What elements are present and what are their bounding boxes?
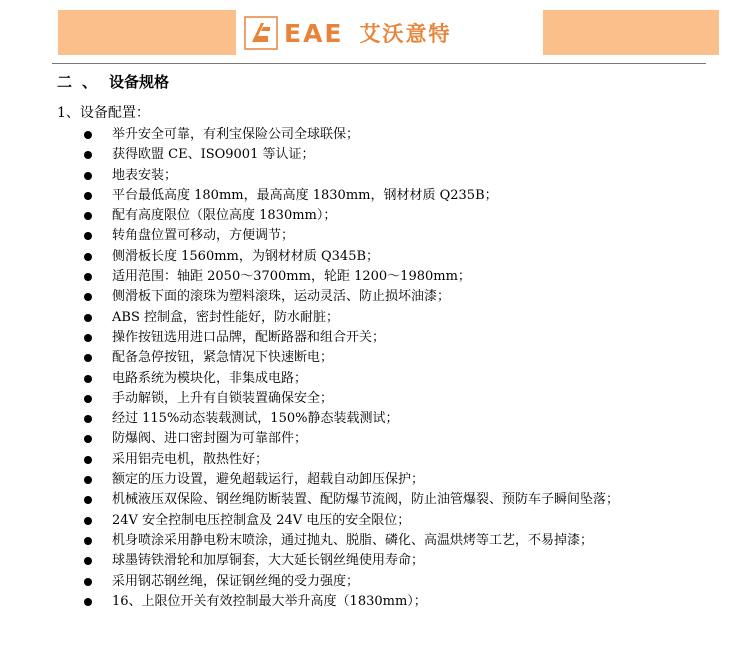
spec-item-text: 采用钢芯钢丝绳，保证钢丝绳的受力强度；	[112, 573, 360, 589]
spec-item-text: 获得欧盟 CE、ISO9001 等认证；	[112, 147, 315, 163]
spec-item-text: 机械液压双保险、钢丝绳防断装置、配防爆节流阀，防止油管爆裂、预防车子瞬间坠落；	[112, 492, 620, 508]
spec-item-text: 举升安全可靠，有利宝保险公司全球联保；	[112, 127, 360, 142]
spec-list-item	[84, 287, 709, 307]
spec-list-item	[84, 328, 709, 348]
bullet-icon	[84, 172, 92, 180]
bullet-icon	[84, 151, 92, 159]
spec-list-item	[84, 247, 709, 267]
brand-logo-group	[244, 14, 452, 52]
spec-list-item	[84, 531, 709, 551]
spec-item-text: 16、上限位开关有效控制最大举升高度（1830mm）；	[112, 593, 427, 609]
spec-list-item	[84, 470, 709, 490]
bullet-icon	[84, 557, 92, 565]
bullet-icon	[84, 537, 92, 545]
spec-list-item	[84, 226, 709, 246]
bullet-icon	[84, 273, 92, 281]
bullet-icon	[84, 314, 92, 322]
header-band-right	[543, 10, 719, 55]
spec-item-text: 球墨铸铁滑轮和加厚铜套，大大延长钢丝绳使用寿命；	[112, 553, 425, 569]
bullet-icon	[84, 232, 92, 240]
spec-item-text: 采用铝壳电机，散热性好；	[112, 451, 269, 467]
brand-name-en: EAE	[284, 18, 344, 48]
bullet-icon	[84, 476, 92, 484]
spec-item-text: 适用范围：轴距 2050～3700mm，轮距 1200～1980mm；	[112, 269, 471, 285]
section-separator: 、	[82, 73, 98, 91]
bullet-icon	[84, 578, 92, 586]
spec-list-item	[84, 511, 709, 531]
spec-item-text: 侧滑板下面的滚珠为塑料滚珠，运动灵活、防止损坏油漆；	[112, 289, 451, 305]
bullet-icon	[84, 435, 92, 443]
spec-item-text: 机身喷涂采用静电粉末喷涂，通过抛丸、脱脂、磷化、高温烘烤等工艺，不易掉漆；	[112, 532, 594, 548]
spec-item-text: 防爆阀、进口密封圈为可靠部件；	[112, 431, 308, 447]
section-title-text: 设备规格	[109, 73, 170, 91]
spec-list-item	[84, 308, 709, 328]
bullet-icon	[84, 253, 92, 261]
spec-list-item	[84, 572, 709, 592]
bullet-icon	[84, 598, 92, 606]
bullet-icon	[84, 212, 92, 220]
spec-item-text: 24V 安全控制电压控制盒及 24V 电压的安全限位；	[112, 512, 411, 528]
spec-item-text: ABS 控制盒，密封性能好，防水耐脏；	[112, 309, 339, 325]
spec-item-text: 地表安装；	[112, 167, 178, 183]
spec-list-item	[84, 429, 709, 449]
bullet-icon	[84, 415, 92, 423]
spec-list-item	[84, 166, 709, 186]
spec-list-item	[84, 389, 709, 409]
eae-logo-icon	[244, 16, 278, 50]
spec-list-item	[84, 409, 709, 429]
spec-item-text: 平台最低高度 180mm，最高高度 1830mm，钢材材质 Q235B；	[112, 187, 498, 203]
spec-item-text: 操作按钮选用进口品牌，配断路器和组合开关；	[112, 329, 386, 345]
header-divider	[52, 63, 706, 64]
spec-list-item	[84, 206, 709, 226]
spec-list-item	[84, 348, 709, 368]
bullet-icon	[84, 375, 92, 383]
spec-item-text: 经过 115%动态装载测试，150%静态装载测试；	[112, 411, 399, 427]
section-number: 二	[57, 73, 73, 91]
spec-item-text: 配有高度限位（限位高度 1830mm）；	[112, 208, 337, 224]
subsection-title: 1、设备配置：	[57, 105, 150, 121]
spec-list-item	[84, 186, 709, 206]
section-title	[57, 71, 169, 92]
spec-item-text: 电路系统为模块化，非集成电路；	[112, 370, 308, 386]
bullet-icon	[84, 395, 92, 403]
spec-list-item	[84, 592, 709, 612]
spec-item-text: 配备急停按钮，紧急情况下快速断电；	[112, 350, 334, 366]
bullet-icon	[84, 334, 92, 342]
bullet-icon	[84, 131, 92, 139]
spec-list	[84, 125, 709, 612]
spec-list-item	[84, 125, 709, 145]
spec-list-item	[84, 145, 709, 165]
spec-list-item	[84, 551, 709, 571]
spec-list-item	[84, 267, 709, 287]
spec-list-item	[84, 490, 709, 510]
brand-name-cn: 艾沃意特	[359, 22, 452, 46]
bullet-icon	[84, 517, 92, 525]
spec-item-text: 侧滑板长度 1560mm，为钢材材质 Q345B；	[112, 248, 380, 264]
spec-item-text: 额定的压力设置，避免超载运行，超载自动卸压保护；	[112, 472, 425, 488]
spec-list-item	[84, 369, 709, 389]
bullet-icon	[84, 354, 92, 362]
spec-list-item	[84, 450, 709, 470]
spec-item-text: 转角盘位置可移动，方便调节；	[112, 228, 295, 244]
bullet-icon	[84, 192, 92, 200]
bullet-icon	[84, 456, 92, 464]
bullet-icon	[84, 293, 92, 301]
spec-item-text: 手动解锁，上升有自锁装置确保安全；	[112, 390, 334, 406]
bullet-icon	[84, 496, 92, 504]
header-band-left	[58, 10, 236, 55]
